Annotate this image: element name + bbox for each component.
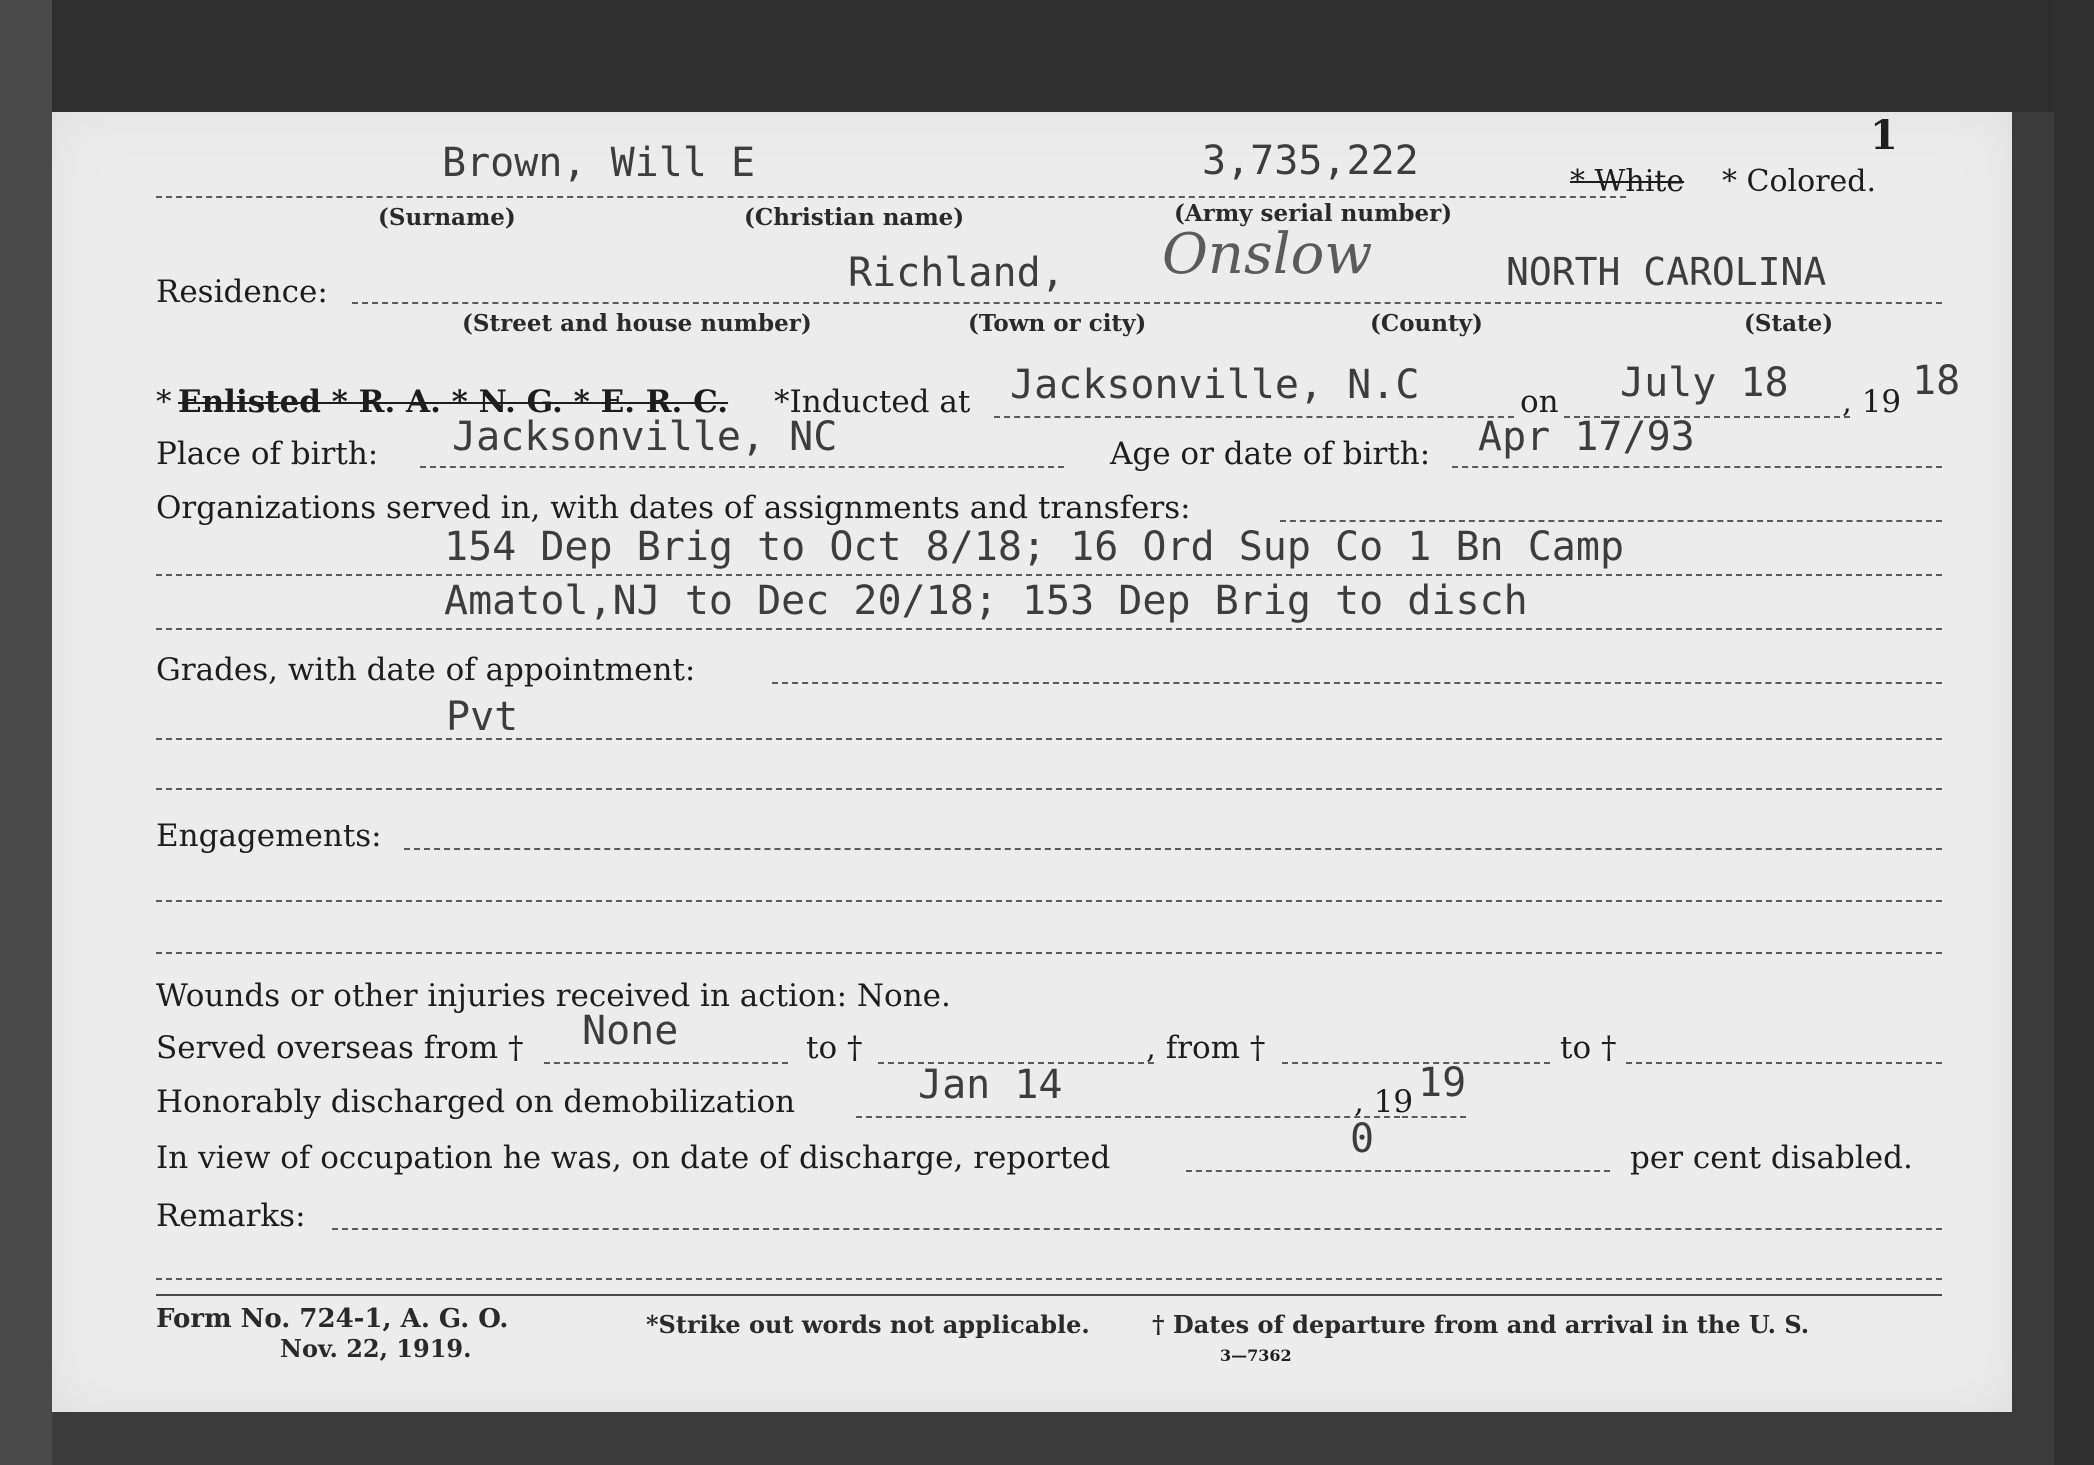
served-overseas-value: None [582,1008,679,1054]
overseas-to-label-2: to † [1560,1030,1617,1066]
grades-label: Grades, with date of appointment: [156,652,696,688]
organizations-line-2: Amatol,NJ to Dec 20/18; 153 Dep Brig to disch [444,578,1528,624]
discharge-year-prefix: , 19 [1354,1084,1414,1120]
caption-serial-number: (Army serial number) [1174,200,1453,227]
wounds-label: Wounds or other injuries received in action: None. [156,978,951,1014]
disability-label: In view of occupation he was, on date of discharge, reported [156,1140,1111,1176]
birth-date-line [1452,466,1942,468]
overseas-to-label-1: to † [806,1030,863,1066]
dates-note: † Dates of departure from and arrival in the U. S. [1152,1310,1810,1339]
scan-background-right [2054,0,2094,1465]
disability-suffix: per cent disabled. [1630,1140,1913,1176]
overseas-from-label: , from † [1146,1030,1266,1066]
scan-background-left [0,0,52,1465]
enlist-star: * [156,384,172,420]
race-colored: * Colored. [1722,164,1877,199]
discharged-label: Honorably discharged on demobilization [156,1084,796,1120]
caption-surname: (Surname) [378,204,516,231]
residence-state: NORTH CAROLINA [1506,250,1827,294]
engagements-rule-2 [156,952,1942,954]
induction-year-suffix: 18 [1912,358,1961,404]
grades-rule-1 [156,738,1942,740]
caption-county: (County) [1370,310,1483,337]
inducted-place-line [994,416,1514,418]
organizations-rule-2 [156,628,1942,630]
discharge-year-line [1402,1116,1466,1118]
remarks-line-0 [332,1228,1942,1230]
age-or-birth-date-label: Age or date of birth: [1110,436,1431,472]
caption-christian-name: (Christian name) [744,204,965,231]
caption-state: (State) [1744,310,1834,337]
induction-year-prefix: , 19 [1842,384,1902,420]
caption-street: (Street and house number) [462,310,812,337]
remarks-label: Remarks: [156,1198,306,1234]
overseas-to-line-2 [1626,1062,1942,1064]
residence-line [352,302,1942,304]
engagements-rule-1 [156,900,1942,902]
name-line [156,196,1626,198]
place-of-birth-line [420,466,1064,468]
grade-value: Pvt [446,694,519,740]
inducted-on-label: on [1520,384,1559,420]
footer-rule [156,1294,1942,1296]
inducted-at-label: *Inducted at [774,384,971,420]
served-overseas-label: Served overseas from † [156,1030,524,1066]
organizations-line-1: 154 Dep Brig to Oct 8/18; 16 Ord Sup Co 1 Bn Camp [444,524,1625,570]
grades-rule-2 [156,788,1942,790]
organizations-line-0 [1280,520,1942,522]
print-code: 3—7362 [1220,1346,1292,1365]
induction-date: July 18 [1620,360,1789,406]
residence-label: Residence: [156,274,328,310]
disability-percent: 0 [1350,1116,1375,1162]
birth-date: Apr 17/93 [1478,414,1695,460]
organizations-rule-1 [156,574,1942,576]
engagements-line-0 [404,848,1942,850]
grades-line-0 [772,682,1942,684]
caption-town: (Town or city) [968,310,1147,337]
enlisted-struck-options: Enlisted * R. A. * N. G. * E. R. C. [178,384,729,420]
overseas-from-line-2 [1282,1062,1550,1064]
place-of-birth: Jacksonville, NC [452,414,838,460]
form-date: Nov. 22, 1919. [280,1334,472,1363]
discharge-date-line [856,1116,1400,1118]
record-card [52,112,2012,1412]
form-number: Form No. 724-1, A. G. O. [156,1304,509,1334]
place-of-birth-label: Place of birth: [156,436,379,472]
surname-christian-name: Brown, Will E [442,140,756,186]
discharge-year-suffix: 19 [1418,1060,1467,1106]
scan-background-top [0,0,2094,112]
engagements-label: Engagements: [156,818,382,854]
residence-town: Richland, [848,250,1065,296]
discharge-date: Jan 14 [918,1062,1063,1108]
overseas-from-line [544,1062,788,1064]
card-number: 1 [1870,112,1898,159]
residence-county: Onslow [1162,222,1373,287]
race-white: * White [1570,164,1685,199]
strike-out-note: *Strike out words not applicable. [646,1310,1090,1339]
inducted-at-place: Jacksonville, N.C [1010,362,1420,408]
organizations-label: Organizations served in, with dates of assignments and transfers: [156,490,1191,526]
remarks-rule-1 [156,1278,1942,1280]
army-serial-number: 3,735,222 [1202,138,1419,184]
disability-line [1186,1170,1610,1172]
